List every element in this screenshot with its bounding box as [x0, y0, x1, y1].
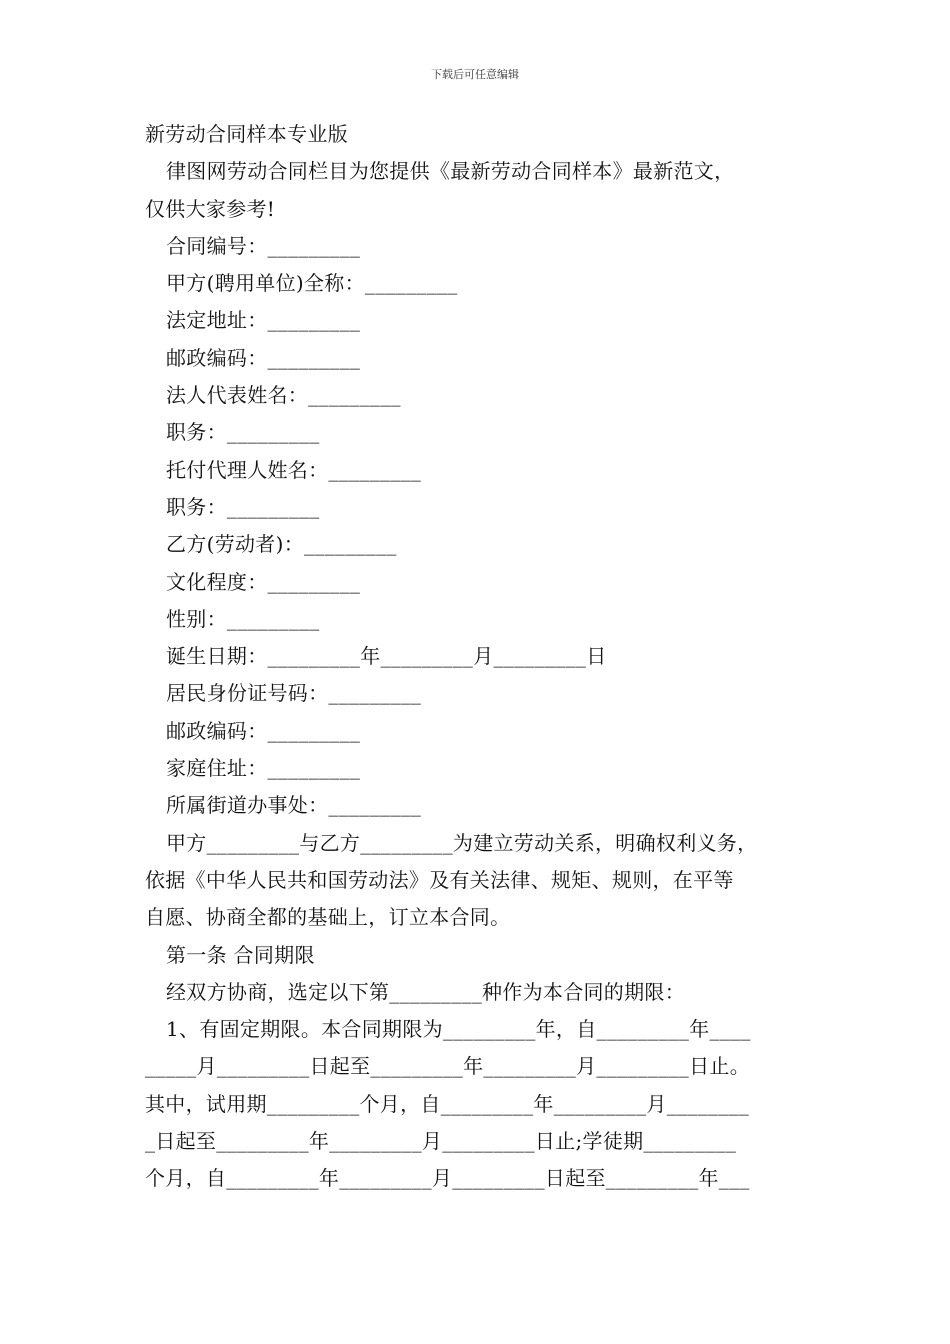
- document-line: 乙方(劳动者)：_________: [166, 532, 397, 557]
- document-lines: [145, 153, 825, 1197]
- document-line: 职务：_________: [166, 420, 320, 445]
- document-line: 邮政编码：_________: [166, 345, 361, 370]
- document-line: 甲方(聘用单位)全称：_________: [166, 271, 458, 296]
- document-line: 第一条 合同期限: [166, 942, 315, 967]
- document-line: 文化程度：_________: [166, 569, 361, 594]
- document-line: _日起至_________年_________月_________日止;学徒期_________: [145, 1129, 737, 1154]
- document-line: 依据《中华人民共和国劳动法》及有关法律、规矩、规则，在平等: [145, 867, 734, 892]
- document-line: 仅供大家参考!: [145, 196, 276, 221]
- document-line: 自愿、协商全都的基础上，订立本合同。: [145, 905, 511, 930]
- document-line: 家庭住址：_________: [166, 756, 361, 781]
- document-line: _____月_________日起至_________年_________月_________日止。: [145, 1054, 750, 1079]
- document-line: 法定地址：_________: [166, 308, 361, 333]
- document-line: 经双方协商，选定以下第_________种作为本合同的期限：: [166, 979, 685, 1004]
- document-body: [145, 116, 825, 1198]
- document-line: 性别：_________: [166, 606, 320, 631]
- document-line: 所属街道办事处：_________: [166, 793, 422, 818]
- document-line: 律图网劳动合同栏目为您提供《最新劳动合同样本》最新范文，: [166, 159, 735, 184]
- document-line: 职务：_________: [166, 494, 320, 519]
- document-line: 个月，自_________年_________月_________日起至_________年___: [145, 1166, 750, 1191]
- document-line: 邮政编码：_________: [166, 718, 361, 743]
- page-header-note: 下载后可任意编辑: [431, 68, 519, 81]
- document-line: 法人代表姓名：_________: [166, 383, 401, 408]
- document-title: 新劳动合同样本专业版: [145, 122, 348, 146]
- document-line: 托付代理人姓名：_________: [166, 457, 422, 482]
- document-line: 其中，试用期_________个月，自_________年_________月________: [145, 1091, 750, 1116]
- document-line: 1、有固定期限。本合同期限为_________年，自_________年____: [166, 1017, 751, 1042]
- document-line: 甲方_________与乙方_________为建立劳动关系，明确权利义务，: [166, 830, 758, 855]
- document-line: 居民身份证号码：_________: [166, 681, 422, 706]
- document-line: 合同编号：_________: [166, 233, 361, 258]
- document-line: 诞生日期：_________年_________月_________日: [166, 644, 607, 669]
